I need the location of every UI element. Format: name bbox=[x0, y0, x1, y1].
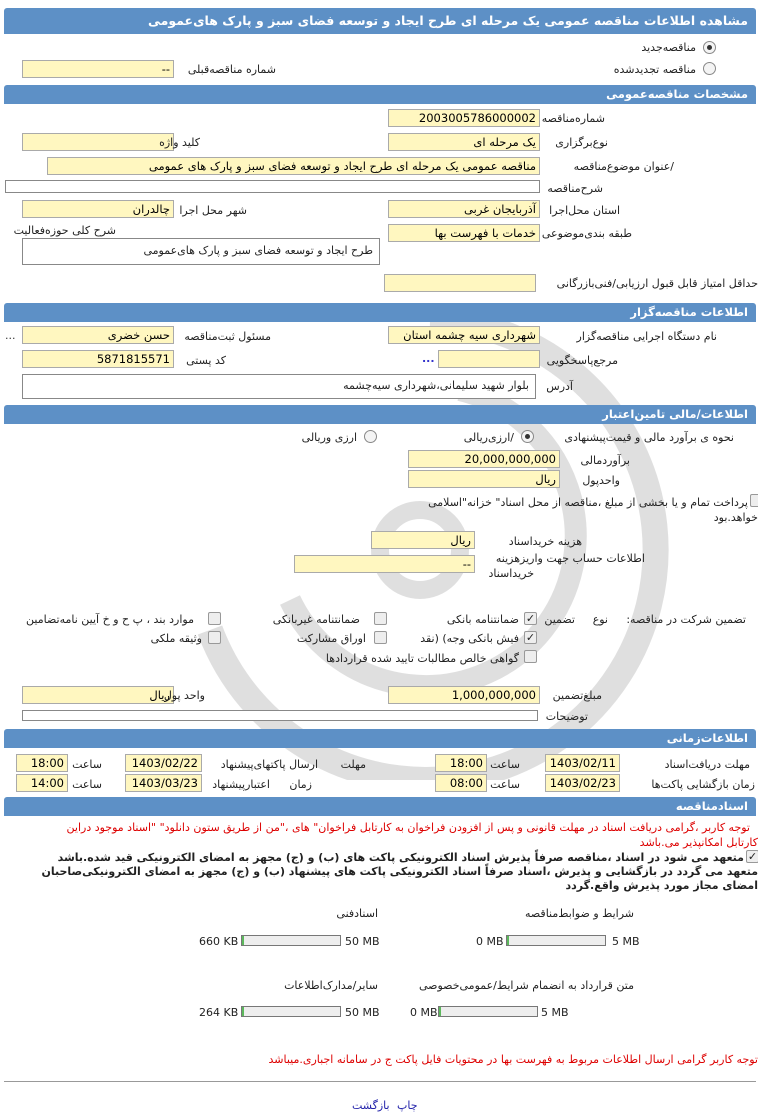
province-label: استان محل‌اجرا bbox=[549, 204, 620, 217]
treasury-text-2: خواهد.بود bbox=[713, 511, 758, 524]
description-field[interactable] bbox=[5, 180, 540, 193]
certificate-label: گواهی خالص مطالبات تایید شده قراردادها bbox=[325, 652, 519, 665]
recv-time-field[interactable]: 18:00 bbox=[435, 754, 487, 772]
prev-no-field[interactable]: -- bbox=[22, 60, 174, 78]
other-guarantee-label: موارد بند ، پ ح و خ آیین نامه‌تضامین bbox=[26, 613, 194, 626]
valid-time-field[interactable]: 14:00 bbox=[16, 774, 68, 792]
docs-note-1: توجه کاربر ،گرامی دریافت اسناد در مهلت قانونی و پس از افزودن فراخوان به کارتابل فراخوان" های ،"من از طریق ستون دانلود" "اسناد موجود دراین bbox=[66, 821, 750, 834]
classification-field[interactable]: خدمات با فهرست بها bbox=[388, 224, 540, 242]
commit-checkbox[interactable]: ✓ bbox=[747, 850, 758, 863]
file1-progress-bar bbox=[506, 935, 606, 946]
org-label: نام دستگاه اجرایی مناقصه‌گزار bbox=[576, 330, 717, 343]
city-field[interactable]: چالدران bbox=[22, 200, 174, 218]
responsible-more-link[interactable]: ... bbox=[5, 329, 16, 342]
account-field[interactable]: -- bbox=[294, 555, 475, 573]
file3-label: متن قرارداد به انضمام شرایط/عمومی‌خصوصی bbox=[418, 979, 634, 992]
tender-type-label: نوع‌برگزاری bbox=[555, 136, 608, 149]
commit-line-1: متعهد می شود در اسناد ،مناقصه صرفاً پذیرش اسناد الکترونیکی پاکت های (ب) و (ج) مجهز به امضای الکترونیکی قید شده.باشد bbox=[57, 851, 744, 864]
file4-max: 50 MB bbox=[345, 1006, 380, 1019]
file4-progress-fill bbox=[242, 1007, 244, 1016]
docs-header: اسنادمناقصه bbox=[4, 797, 756, 816]
fx-label: ارزی وریالی bbox=[301, 431, 357, 444]
min-score-field[interactable] bbox=[384, 274, 536, 292]
commit-line-2: متعهد می گردد در بازگشایی و پذیرش ،اسناد صرفاً اسناد الکترونیکی پاکت های پیشنهاد (ب) و (ج) مجهز به امضای الکترونیکی‌صاحبان bbox=[41, 865, 758, 878]
file3-max: 5 MB bbox=[541, 1006, 569, 1019]
guarantee-amount-label: مبلغ‌تضمین bbox=[552, 689, 602, 702]
province-field[interactable]: آذربایجان غربی bbox=[388, 200, 540, 218]
send-time-field[interactable]: 18:00 bbox=[16, 754, 68, 772]
activity-label: شرح کلی حوزه‌فعالیت bbox=[13, 224, 116, 237]
currency-field[interactable]: ریال bbox=[408, 470, 560, 488]
valid-time-label: ساعت bbox=[72, 778, 102, 791]
postal-label: کد پستی bbox=[186, 354, 226, 367]
file3-progress-fill bbox=[439, 1007, 441, 1016]
property-checkbox[interactable] bbox=[208, 631, 221, 644]
docs-note-2: توجه کاربر گرامی ارسال اطلاعات مربوط به فهرست بها در محتویات فایل پاکت ج در سامانه اجباری.میباشد bbox=[268, 1053, 758, 1066]
reference-field[interactable] bbox=[438, 350, 540, 368]
bonds-label: اوراق مشارکت bbox=[296, 632, 366, 645]
open-time-label: ساعت bbox=[490, 778, 520, 791]
open-date-field[interactable]: 1403/02/23 bbox=[545, 774, 620, 792]
city-label: شهر محل اجرا bbox=[179, 204, 247, 217]
notes-field[interactable] bbox=[22, 710, 538, 721]
tender-no-label: شماره‌مناقصه bbox=[541, 112, 605, 125]
file2-max: 50 MB bbox=[345, 935, 380, 948]
prev-no-label: شماره مناقصه‌قبلی bbox=[187, 63, 276, 76]
back-link[interactable]: بازگشت bbox=[352, 1099, 390, 1112]
rial-radio[interactable] bbox=[521, 430, 534, 443]
doc-fee-field[interactable]: ریال bbox=[371, 531, 475, 549]
file1-progress-fill bbox=[507, 936, 509, 945]
reference-label: مرجع‌پاسخگویی bbox=[546, 354, 618, 367]
tender-type-field[interactable]: یک مرحله ای bbox=[388, 133, 540, 151]
keyword-label: کلید واژه bbox=[159, 136, 200, 149]
recv-time-label: ساعت bbox=[490, 758, 520, 771]
open-time-field[interactable]: 08:00 bbox=[435, 774, 487, 792]
estimate-label: برآوردمالی bbox=[580, 454, 630, 467]
account-label: اطلاعات حساب جهت واریزهزینه bbox=[495, 552, 645, 565]
guarantee-unit-label: واحد پول bbox=[163, 689, 205, 702]
activity-field[interactable]: طرح ایجاد و توسعه فضای سبز و پارک های‌عمومی bbox=[22, 238, 380, 265]
recv-label: مهلت دریافت‌اسناد bbox=[664, 758, 750, 771]
tender-no-field[interactable]: 2003005786000002 bbox=[388, 109, 540, 127]
recv-date-field[interactable]: 1403/02/11 bbox=[545, 754, 620, 772]
file3-used: 0 MB bbox=[410, 1006, 438, 1019]
keyword-field[interactable] bbox=[22, 133, 174, 151]
nonbank-guarantee-checkbox[interactable] bbox=[374, 612, 387, 625]
fx-radio[interactable] bbox=[364, 430, 377, 443]
file4-used: 264 KB bbox=[199, 1006, 239, 1019]
certificate-checkbox[interactable] bbox=[524, 650, 537, 663]
file1-label: شرایط و ضوابط‌مناقصه bbox=[525, 907, 634, 920]
valid-pre-label: زمان bbox=[289, 778, 312, 791]
reference-more-link[interactable]: ... bbox=[422, 352, 435, 365]
guarantee-label: تضمین شرکت در مناقصه: bbox=[626, 613, 746, 626]
general-header: مشخصات مناقصه‌عمومی bbox=[4, 85, 756, 104]
organizer-header: اطلاعات مناقصه‌گزار bbox=[4, 303, 756, 322]
notes-label: توضیحات bbox=[545, 710, 588, 723]
new-tender-radio[interactable] bbox=[703, 41, 716, 54]
send-pre-label: مهلت bbox=[340, 758, 366, 771]
address-label: آدرس bbox=[546, 380, 573, 393]
file2-used: 660 KB bbox=[199, 935, 239, 948]
description-label: شرح‌مناقصه bbox=[547, 182, 603, 195]
file2-progress-bar bbox=[241, 935, 341, 946]
file2-progress-fill bbox=[242, 936, 244, 945]
open-label: زمان بازگشایی پاکت‌ها bbox=[651, 778, 755, 791]
file1-used: 0 MB bbox=[476, 935, 504, 948]
new-tender-label: مناقصه‌جدید bbox=[641, 41, 696, 54]
responsible-field[interactable]: حسن خضری bbox=[22, 326, 174, 344]
postal-field[interactable]: 5871815571 bbox=[22, 350, 174, 368]
nonbank-guarantee-label: ضمانتنامه غیربانکی bbox=[272, 613, 360, 626]
address-field[interactable]: بلوار شهید سلیمانی،شهرداری سیه‌چشمه bbox=[22, 374, 536, 399]
property-label: وثیقه ملکی bbox=[150, 632, 202, 645]
rial-label: /ارزی‌ریالی bbox=[463, 431, 514, 444]
renewed-tender-radio[interactable] bbox=[703, 62, 716, 75]
send-date-field[interactable]: 1403/02/22 bbox=[125, 754, 202, 772]
bonds-checkbox[interactable] bbox=[374, 631, 387, 644]
bank-guarantee-checkbox[interactable]: ✓ bbox=[525, 612, 536, 625]
min-score-label: حداقل امتیاز قابل قبول ارزیابی/فنی‌بازرگانی bbox=[556, 277, 758, 290]
account-label-2: خریداسناد bbox=[488, 567, 534, 580]
currency-label: واحدپول bbox=[582, 474, 620, 487]
commit-line-3: امضای مجاز مورد پذیرش واقع.گردد bbox=[565, 879, 758, 892]
subject-field[interactable]: مناقصه عمومی یک مرحله ای طرح ایجاد و توسعه فضای سبز و پارک های عمومی bbox=[47, 157, 540, 175]
timing-header: اطلاعات‌زمانی bbox=[4, 729, 756, 748]
org-field[interactable]: شهرداری سیه چشمه استان bbox=[388, 326, 540, 344]
estimate-field[interactable]: 20,000,000,000 bbox=[408, 450, 560, 468]
cheque-label: فیش بانکی وجه) (نقد bbox=[420, 632, 519, 645]
renewed-tender-label: مناقصه تجدیدشده bbox=[613, 63, 696, 76]
financial-header: اطلاعات/مالی تامین‌اعتبار bbox=[4, 405, 756, 424]
send-label: ارسال پاکتهای‌پیشنهاد bbox=[220, 758, 318, 771]
treasury-checkbox[interactable] bbox=[750, 494, 758, 507]
valid-date-field[interactable]: 1403/03/23 bbox=[125, 774, 202, 792]
estimate-method-label: نحوه ی برآورد مالی و قیمت‌پیشنهادی bbox=[564, 431, 734, 444]
doc-fee-label: هزینه خریداسناد bbox=[508, 535, 582, 548]
page-title: مشاهده اطلاعات مناقصه عمومی یک مرحله ای طرح ایجاد و توسعه فضای سبز و پارک های‌عمومی bbox=[4, 8, 756, 34]
guarantee-amount-field[interactable]: 1,000,000,000 bbox=[388, 686, 540, 704]
file4-label: سایر/مدارک‌اطلاعات bbox=[284, 979, 378, 992]
file4-progress-bar bbox=[241, 1006, 341, 1017]
file3-progress-bar bbox=[438, 1006, 538, 1017]
valid-label: اعتبارپیشنهاد bbox=[212, 778, 270, 791]
guarantee-unit-field[interactable]: ریال bbox=[22, 686, 174, 704]
print-link[interactable]: چاپ bbox=[397, 1099, 418, 1112]
responsible-label: مسئول ثبت‌مناقصه bbox=[184, 330, 271, 343]
guarantee-type-label: نوع bbox=[592, 613, 608, 626]
docs-note-1b: کارتابل امکانپذیر می.باشد bbox=[639, 836, 758, 849]
file1-max: 5 MB bbox=[612, 935, 640, 948]
classification-label: طبقه بندی‌موضوعی bbox=[541, 227, 632, 240]
footer-divider bbox=[4, 1081, 756, 1082]
subject-label: /عنوان موضوع‌مناقصه bbox=[573, 160, 674, 173]
other-guarantee-checkbox[interactable] bbox=[208, 612, 221, 625]
guarantee-kind-label: تضمین bbox=[544, 613, 575, 626]
send-time-label: ساعت bbox=[72, 758, 102, 771]
cheque-checkbox[interactable]: ✓ bbox=[525, 631, 536, 644]
file2-label: اسنادفنی bbox=[336, 907, 378, 920]
treasury-text: پرداخت تمام و یا بخشی از مبلغ ،مناقصه از محل اسناد" خزانه"اسلامی bbox=[428, 496, 748, 509]
bank-guarantee-label: ضمانتنامه بانکی bbox=[446, 613, 519, 626]
